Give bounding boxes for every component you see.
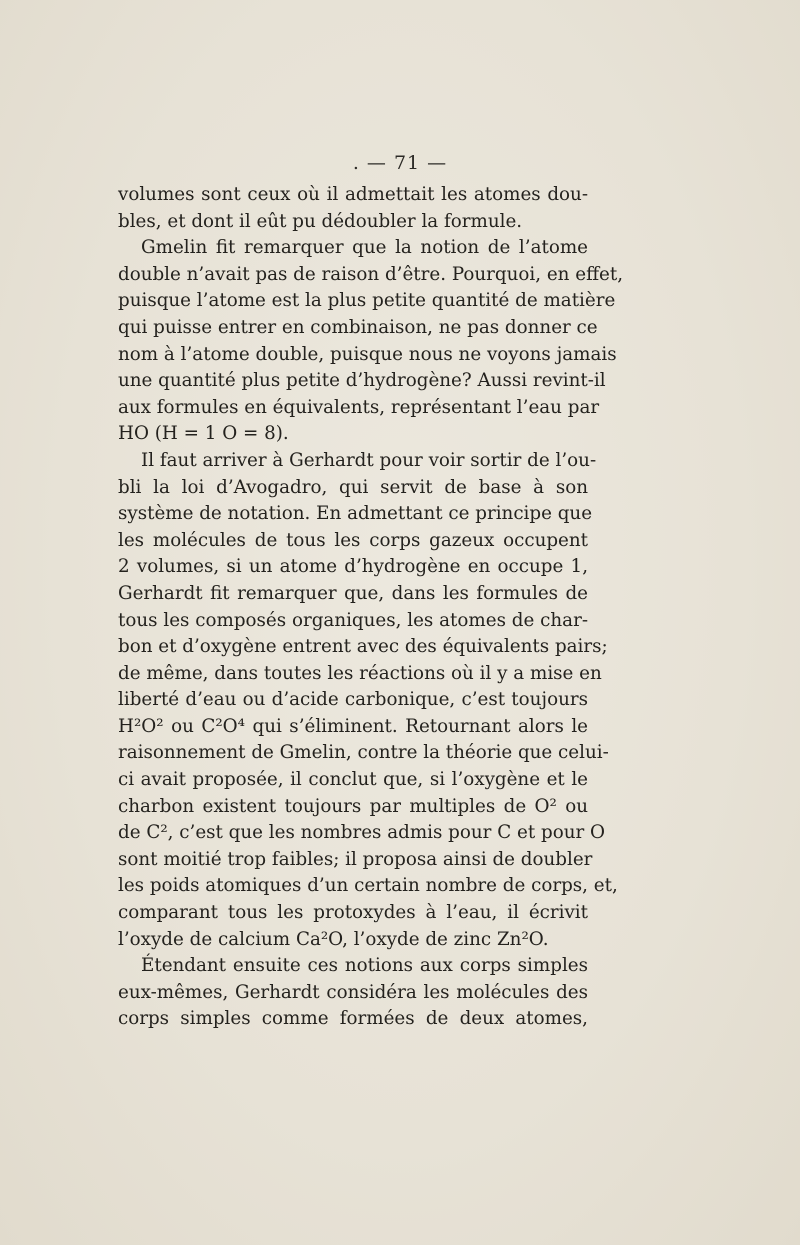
text-line: les molécules de tous les corps gazeux occupent (118, 529, 588, 551)
text-line: système de notation. En admettant ce principe que (118, 503, 593, 525)
text-line: bon et d’oxygène entrent avec des équivalents pairs; (118, 636, 608, 658)
text-line: l’oxyde de calcium Ca²O, l’oxyde de zinc Zn²O. (118, 928, 549, 950)
text-line: liberté d’eau ou d’acide carbonique, c’est toujours (118, 689, 588, 711)
text-line: nom à l’atome double, puisque nous ne voyons jamais (118, 343, 617, 365)
text-line: les poids atomiques d’un certain nombre de corps, et, (118, 875, 618, 897)
text-line: corps simples comme formées de deux atomes, (118, 1008, 588, 1030)
text-line: de même, dans toutes les réactions où il y a mise en (118, 662, 602, 684)
text-line: 2 volumes, si un atome d’hydrogène en occupe 1, (118, 556, 588, 578)
text-line: ci avait proposée, il conclut que, si l’oxygène et le (118, 769, 588, 791)
text-line: puisque l’atome est la plus petite quantité de matière (118, 290, 616, 312)
body-text (118, 182, 624, 1033)
text-line: H²O² ou C²O⁴ qui s’éliminent. Retournant alors le (118, 715, 588, 737)
text-line: HO (H = 1 O = 8). (118, 423, 289, 445)
text-line: comparant tous les protoxydes à l’eau, il écrivit (118, 902, 588, 924)
text-line: charbon existent toujours par multiples de O² ou (118, 795, 588, 817)
text-line: une quantité plus petite d’hydrogène? Aussi revint-il (118, 370, 606, 392)
text-line: aux formules en équivalents, représentant l’eau par (118, 396, 600, 418)
text-line: bles, et dont il eût pu dédoubler la formule. (118, 210, 523, 232)
text-line: Étendant ensuite ces notions aux corps simples (141, 955, 588, 977)
text-line: double n’avait pas de raison d’être. Pourquoi, en effet, (118, 263, 624, 285)
text-line: tous les composés organiques, les atomes de char- (118, 609, 588, 631)
text-line: de C², c’est que les nombres admis pour C et pour O (118, 822, 606, 844)
text-line: raisonnement de Gmelin, contre la théorie que celui- (118, 742, 609, 764)
text-line: Il faut arriver à Gerhardt pour voir sortir de l’ou- (141, 449, 597, 471)
text-line: Gmelin fit remarquer que la notion de l’atome (141, 237, 588, 259)
text-line: volumes sont ceux où il admettait les atomes dou- (118, 184, 588, 205)
page-number: . — 71 — (352, 152, 448, 174)
text-line: eux-mêmes, Gerhardt considéra les molécules des (118, 981, 588, 1003)
text-line: qui puisse entrer en combinaison, ne pas donner ce (118, 316, 598, 338)
text-line: Gerhardt fit remarquer que, dans les formules de (118, 582, 588, 604)
text-line: sont moitié trop faibles; il proposa ainsi de doubler (118, 848, 593, 870)
text-line: bli la loi d’Avogadro, qui servit de base à son (118, 476, 588, 498)
